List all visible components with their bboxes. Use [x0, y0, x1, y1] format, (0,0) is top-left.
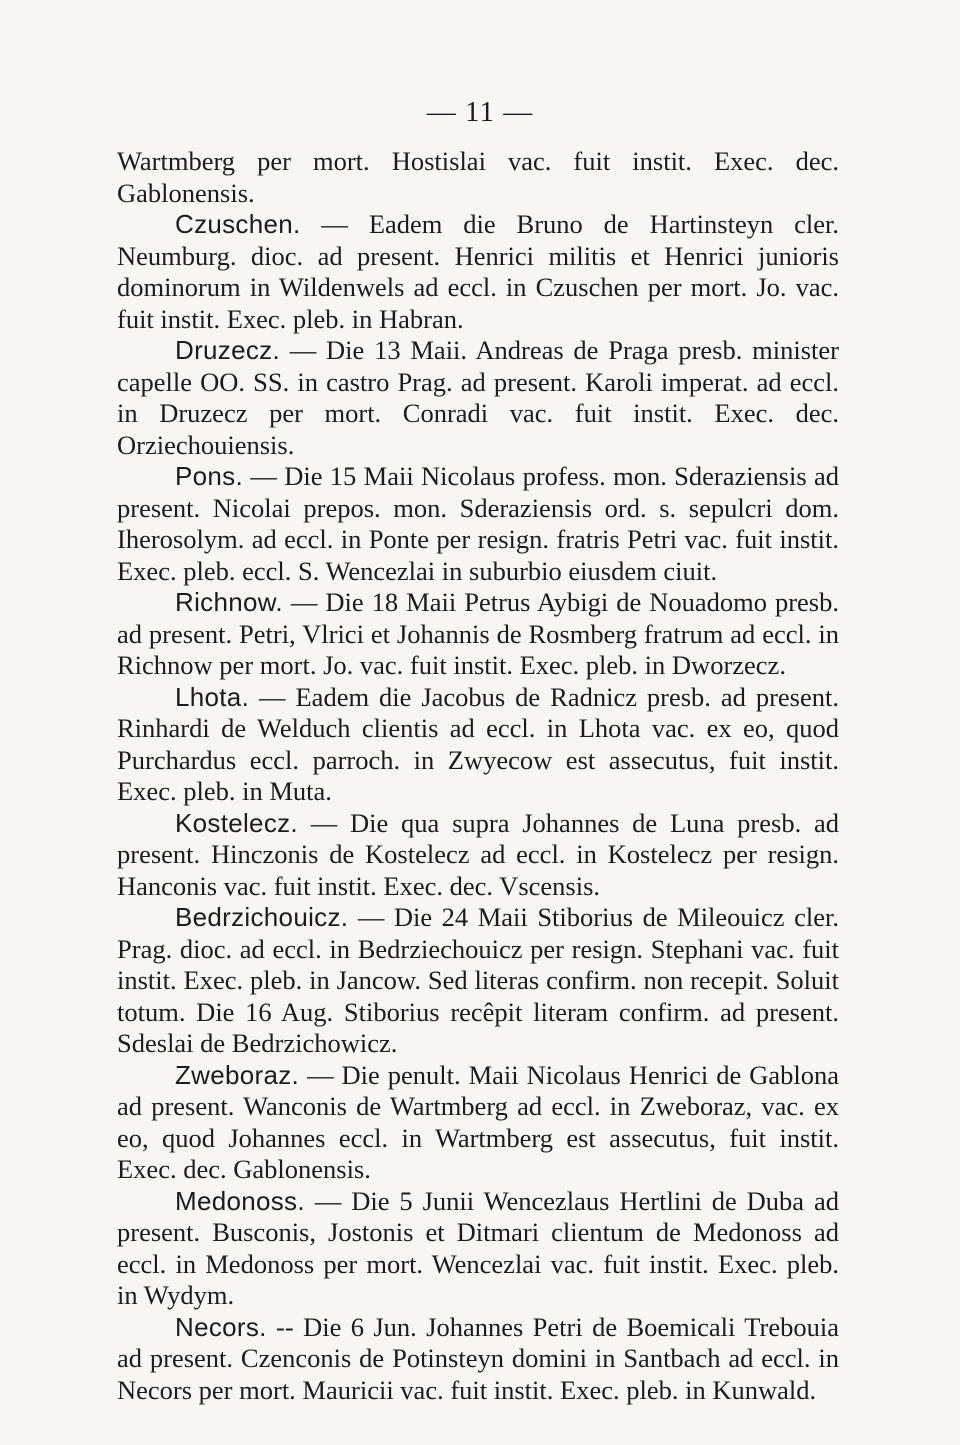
place-name: Pons.: [175, 461, 243, 491]
entry-text: — Die 5 Junii Wencezlaus Hertlini de Duba ad present. Busconis, Jostonis et Ditmari clientum de Medonoss ad eccl. in Medonoss per mort. Wencezlai vac. fuit instit. Exec. pleb. in Wydym.: [117, 1185, 839, 1310]
place-name: Medonoss.: [175, 1185, 305, 1216]
place-name: Zweboraz.: [175, 1059, 300, 1090]
place-name: Bedrzichouicz.: [175, 902, 349, 932]
entry-text: — Die qua supra Johannes de Luna presb. ad present. Hinczonis de Kostelecz ad eccl. in Kostelecz per resign. Hanconis vac. fuit instit. Exec. dec. Vscensis.: [117, 807, 839, 901]
place-name: Richnow.: [175, 587, 283, 617]
entry-druzecz: [117, 335, 839, 461]
entry-text: — Die 18 Maii Petrus Aybigi de Nouadomo presb. ad present. Petri, Vlrici et Johannis de Rosmberg fratrum ad eccl. in Richnow per mort. Jo. vac. fuit instit. Exec. pleb. in Dworzecz.: [117, 587, 839, 680]
place-name: Druzecz.: [175, 335, 280, 365]
text-column: [117, 146, 839, 1406]
page-number: — 11 —: [426, 96, 534, 128]
entry-text: — Die 15 Maii Nicolaus profess. mon. Sderaziensis ad present. Nicolai prepos. mon. Sderaziensis ord. s. sepulcri dom. Iherosolym. ad eccl. in Ponte per resign. fratris Petri vac. fuit instit. Exec. pleb. eccl. S. Wencezlai in suburbio eiusdem ciuit.: [117, 461, 839, 586]
entry-bedrzichouicz: [117, 902, 839, 1060]
entry-text: — Die 24 Maii Stiborius de Mileouicz cler. Prag. dioc. ad eccl. in Bedrziechouicz per resign. Stephani vac. fuit instit. Exec. pleb. in Jancow. Sed literas confirm. non recepit. Soluit totum. Die 16 Aug. Stiborius recêpit literam confirm. ad present. Sdeslai de Bedrzichowicz.: [117, 902, 839, 1058]
entry-text: — Die penult. Maii Nicolaus Henrici de Gablona ad present. Wanconis de Wartmberg ad eccl. in Zweboraz, vac. ex eo, quod Johannes eccl. in Wartmberg est assecutus, fuit instit. Exec. dec. Gablonensis.: [117, 1059, 839, 1184]
entry-text: — Die 13 Maii. Andreas de Praga presb. minister capelle OO. SS. in castro Prag. ad present. Karoli imperat. ad eccl. in Druzecz per mort. Conradi vac. fuit instit. Exec. dec. Orziechouiensis.: [117, 335, 839, 460]
entry-text: — Eadem die Bruno de Hartinsteyn cler. Neumburg. dioc. ad present. Henrici militis et Henrici junioris dominorum in Wildenwels ad eccl. in Czuschen per mort. Jo. vac. fuit instit. Exec. pleb. in Habran.: [117, 209, 839, 334]
entry-zweboraz: [117, 1060, 839, 1186]
entry-text: — Eadem die Jacobus de Radnicz presb. ad present. Rinhardi de Welduch clientis ad eccl. in Lhota vac. ex eo, quod Purchardus eccl. parroch. in Zwyecow est assecutus, fuit instit. Exec. pleb. in Muta.: [117, 681, 839, 806]
place-name: Necors.: [175, 1311, 267, 1342]
entry-lhota: [117, 682, 839, 808]
entry-richnow: [117, 587, 839, 682]
entry-wartmberg-continuation: [117, 146, 839, 209]
place-name: Czuschen.: [175, 209, 301, 239]
entry-text: Wartmberg per mort. Hostislai vac. fuit instit. Exec. dec. Gablonensis.: [117, 146, 839, 208]
entry-text: -- Die 6 Jun. Johannes Petri de Boemicali Trebouia ad present. Czenconis de Potinsteyn domini in Santbach ad eccl. in Necors per mort. Mauricii vac. fuit instit. Exec. pleb. in Kunwald.: [117, 1311, 839, 1405]
place-name: Kostelecz.: [175, 807, 298, 838]
entry-necors: [117, 1312, 839, 1407]
place-name: Lhota.: [175, 681, 250, 712]
entry-pons: [117, 461, 839, 587]
entry-kostelecz: [117, 808, 839, 903]
entry-czuschen: [117, 209, 839, 335]
entry-medonoss: [117, 1186, 839, 1312]
